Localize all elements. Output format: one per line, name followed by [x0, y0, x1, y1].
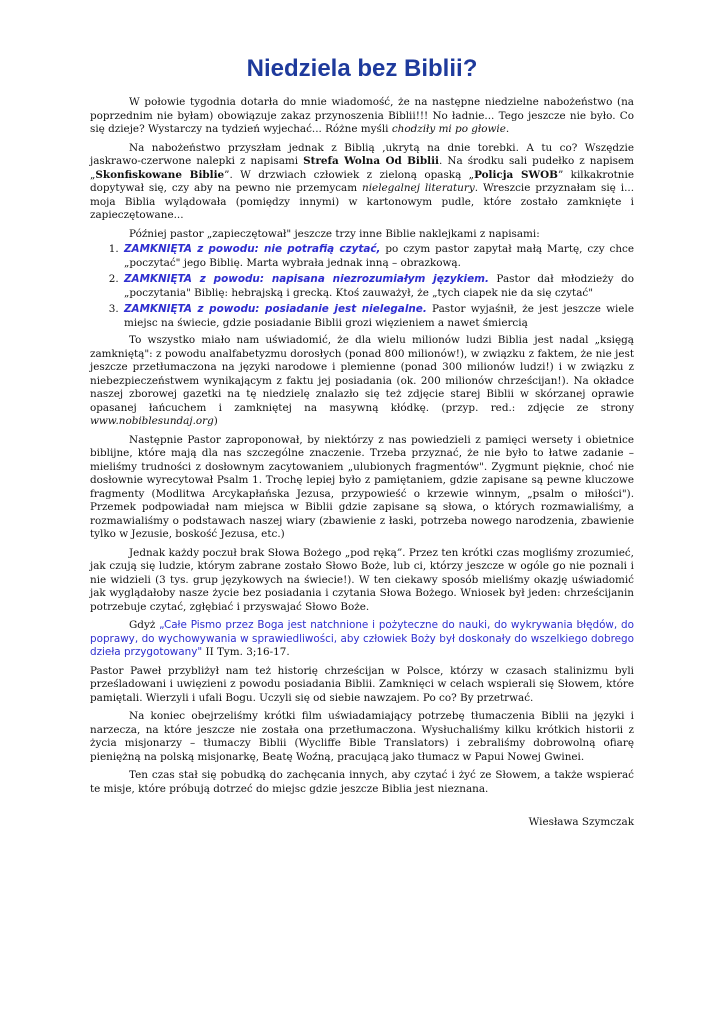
sealed-bible-list — [90, 243, 634, 330]
text-span: . Na środku sali pudełko z napisem „ — [90, 155, 635, 181]
scripture-reference: II Tym. 3;16-17. — [202, 646, 290, 658]
scripture-quote: „Całe Pismo przez Boga jest natchnione i pożyteczne do nauki, do wykrywania błędów, do poprawy, do wychowywania w sprawiedliwości, aby człowiek Boży był doskonały do wszelkiego dobrego dzieła przygotowany" — [90, 619, 634, 658]
list-item — [122, 303, 634, 330]
text-span: Na nabożeństwo przyszłam jednak z Biblią ‚ukrytą na dnie torebki. A tu co? Wszędzie jaskrawo-czerwone nalepki z napisami — [90, 141, 634, 167]
article-body — [90, 96, 634, 830]
bold-phrase: Policja SWOB — [474, 168, 558, 181]
list-item-highlight: ZAMKNIĘTA z powodu: nie potrafią czytać, — [124, 243, 381, 255]
bold-phrase: Strefa Wolna Od Biblii — [303, 155, 439, 167]
text-span: . Wreszcie przyznałam się i... moja Biblia wylądowała (pomiędzy innymi) w kartonowym pudle, które zostało zamknięte i zapieczętowane... — [90, 182, 635, 221]
italic-quote-mark: ”. — [396, 546, 406, 559]
list-item-text: Pastor dał młodzieży do „poczytania" Biblię: hebrajską i grecką. Ktoś zauważył, że „tych ciapek nie da się czytać" — [124, 273, 634, 299]
list-item-text: po czym pastor zapytał małą Martę, czy chce „poczytać" jego Biblię. Marta wybrała jednak inną – obrazkową. — [124, 243, 634, 269]
italic-phrase: chodziły mi po głowie. — [391, 123, 510, 135]
paragraph-scripture-quote — [90, 619, 634, 660]
paragraph-film: Na koniec obejrzeliśmy krótki film uświadamiający potrzebę tłumaczenia Biblii na języki i narzecza, na które jeszcze nie została ona przetłumaczona. Wysłuchaliśmy kilku krótkich historii z życia misjonarzy – tłumaczy Biblii (Wycliffe Bible Translators) i zebraliśmy dobrowolną ofiarę pieniężną na polską misjonarkę, Beatę Woźną, pracującą jako tłumacz w Papui Nowej Gwinei. — [90, 710, 634, 763]
author-signature: Wiesława Szymczak — [528, 816, 634, 828]
page-title: Niedziela bez Biblii? — [246, 55, 478, 82]
paragraph-history: Pastor Paweł przybliżył nam też historię chrześcijan w Polsce, którzy w czasach stalinizmu byli prześladowani i uwięzieni z powodu posiadania Biblii. Zamknięci w celach wspierali się Słowem, które pamiętali. Wierzyli i ufali Bogu. Uczyli się od siebie nawzajem. Po co? By przetrwać. — [90, 664, 634, 704]
paragraph-lack — [90, 547, 634, 615]
text-span: ”. W drzwiach człowiek z zieloną opaską „ — [224, 168, 475, 181]
italic-phrase: nielegalnej literatury — [362, 182, 475, 194]
text-span: Gdyż — [129, 619, 160, 631]
paragraph-conclusion: Ten czas stał się pobudką do zachęcania innych, aby czytać i żyć ze Słowem, a także wspierać te misje, które próbują dotrzeć do miejsc gdzie jeszcze Biblia jest nieznana. — [90, 769, 634, 795]
text-span: ” kilkakrotnie dopytywał się, czy aby na pewno nie przemycam — [90, 168, 634, 194]
list-item — [122, 243, 634, 270]
website-reference: www.nobiblesundaj.org — [90, 415, 214, 427]
paragraph-service — [90, 142, 634, 223]
text-span: ) — [213, 415, 218, 427]
text-span: Przez ten krótki czas mogliśmy zrozumieć, jak czują się ludzie, którym zabrane zostało Słowo Boże, lub ci, którzy jeszcze w ogóle go nie poznali i nie widzieli (3 tys. grup językowych na świecie!). W ten ciekawy sposób mieliśmy okazję uświadomić jak wyglądałoby nasze życie bez posiadania i czytania Słowa Bożego. Wniosek był jeden: chrześcijanin potrzebuje czytać, zgłębiać i przyswajać Słowo Boże. — [90, 546, 634, 613]
paragraph-closed-book — [90, 334, 634, 429]
paragraph-text: To wszystko miało nam uświadomić, że dla wielu milionów ludzi Biblia jest nadal „księgą zamkniętą": z powodu analfabetyzmu dorosłych (ponad 800 milionów!), w związku z faktem, że nie jest jeszcze przetłumaczona na języki narodowe i plemienne (ponad 300 milionów ludzi!) i w związku z niebezpieczeństwem wynikającym z faktu jej posiadania (ok. 200 milionów chrześcijan!). Na okładce naszej zborowej gazetki na tę niedzielę znalazło się też zdjęcie starej Biblii w skórzanej oprawie opasanej łańcuchem i zamkniętej na masywną kłódkę. (przyp. red.: zdjęcie ze strony — [90, 334, 634, 414]
paragraph-text: W połowie tygodnia dotarła do mnie wiadomość, że na następne niedzielne nabożeństwo (na poprzednim nie byłam) obowiązuje zakaz przynoszenia Biblii!!! No ładnie... Tego jeszcze nie było. Co się dzieje? Wystarczy na tydzień wyjechać... Różne myśli — [90, 96, 634, 135]
list-item-highlight: ZAMKNIĘTA z powodu: posiadanie jest nielegalne. — [124, 303, 427, 315]
paragraph-list-intro: Później pastor „zapieczętował" jeszcze trzy inne Biblie naklejkami z napisami: — [129, 227, 540, 240]
paragraph-intro — [90, 96, 634, 137]
text-span: Jednak każdy poczuł brak Słowa Bożego „pod ręką — [129, 546, 397, 559]
paragraph-verses: Następnie Pastor zaproponował, by niektórzy z nas powiedzieli z pamięci wersety i obietnice biblijne, które mają dla nas szczególne znaczenie. Trzeba przyznać, że nie było to łatwe zadanie – mieliśmy trudności z dosłownym zacytowaniem „ulubionych fragmentów". Zygmunt pięknie, choć nie dosłownie wyrecytował Psalm 1. Trochę lepiej było z pamiętaniem, gdzie zapisane są pewne kluczowe fragmenty (Modlitwa Arcykapłańska Jezusa, przypowieść o krzewie winnym, „psalm o miłości"). Przemek podpowiadał nam miejsca w Biblii gdzie zapisane są słowa, o których rozmawialiśmy, a rozmawialiśmy o podstawach naszej wiary (zbawienie z łaski, potrzeba nowego narodzenia, zbawienie tylko w Jezusie, boskość Jezusa, etc.) — [90, 433, 634, 540]
list-item-highlight: ZAMKNIĘTA z powodu: napisana niezrozumiałym językiem. — [124, 273, 489, 285]
bold-phrase: Skonfiskowane Biblie — [95, 168, 225, 181]
list-item-text: Pastor wyjaśnił, że jest jeszcze wiele miejsc na świecie, gdzie posiadanie Biblii grozi więzieniem a nawet śmiercią — [124, 303, 634, 329]
list-item — [122, 273, 634, 300]
